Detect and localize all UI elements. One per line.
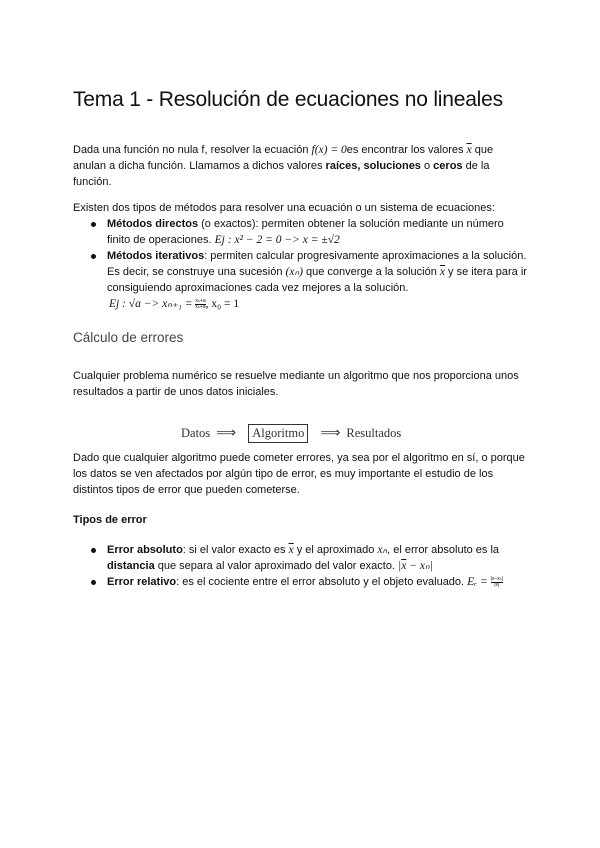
example-formula: Ej : √a −> xₙ₊₁ = — [109, 298, 196, 310]
methods-lead: Existen dos tipos de métodos para resolver una ecuación o un sistema de ecuaciones: — [73, 202, 495, 214]
paragraph-text: Cualquier problema numérico se resuelve mediante un algoritmo que nos proporciona unos resultados a partir de unos datos iniciales. — [73, 370, 519, 398]
intro-text: Dada una función no nula f, resolver la ecuación — [73, 144, 312, 156]
formula-part: − xₙ| — [406, 560, 433, 572]
list-text: que separa al valor aproximado del valor exacto. — [154, 560, 399, 572]
example-formula: Ej : x² − 2 = 0 −> x = ±√2 — [214, 234, 340, 246]
sequence-symbol: (xₙ) — [285, 266, 303, 278]
list-text: : si el valor exacto es — [182, 544, 289, 556]
list-text: que converge a la solución — [302, 266, 440, 278]
list-text: , el error absoluto es la — [387, 544, 500, 556]
methods-section — [73, 200, 528, 312]
page-title: Tema 1 - Resolución de ecuaciones no lineales — [73, 88, 503, 111]
methods-list — [73, 216, 528, 312]
bold-term: Error absoluto — [107, 544, 183, 556]
error-types-list — [73, 542, 528, 590]
fraction-numerator: |x−xₙ| — [490, 575, 504, 582]
bullet-icon — [91, 548, 96, 553]
flow-output-label: Resultados — [346, 426, 402, 440]
list-item-relative-error — [73, 574, 528, 590]
section-heading: Cálculo de errores — [73, 330, 184, 345]
intro-text: de la función. — [73, 160, 490, 188]
x-bar-symbol: $\overline{x}$ — [466, 144, 472, 156]
equation-f: f(x) = 0 — [311, 144, 347, 156]
bullet-icon — [91, 580, 96, 585]
intro-text: que anulan a dicha función. Llamamos a dichos valores — [73, 144, 494, 172]
relative-error-fraction — [491, 577, 504, 588]
bold-term: Métodos iterativos — [107, 250, 205, 262]
formula-part: | — [398, 560, 402, 572]
example-initial-value: , x₀ = 1 — [205, 298, 240, 310]
subheading-error-types: Tipos de error — [73, 514, 147, 526]
list-text: (o exactos): permiten obtener la solución mediante un número finito de operaciones. — [107, 218, 504, 246]
list-text: : permiten calcular progresivamente aproximaciones a la solución. Es decir, se construye una sucesión — [107, 250, 527, 278]
x-bar-symbol: $\overline{x}$ — [288, 544, 294, 556]
list-text: : es el cociente entre el error absoluto y el objeto evaluado. — [176, 576, 468, 588]
algorithm-flow-diagram — [181, 424, 401, 443]
list-item-iterative — [73, 248, 528, 312]
list-item-direct — [73, 216, 528, 248]
bold-term: Métodos directos — [107, 218, 199, 230]
bold-term: raíces, soluciones — [325, 160, 421, 172]
fraction-numerator: xₙ+a — [195, 297, 206, 304]
error-types-section — [73, 542, 528, 590]
x-bar-symbol: $\overline{x}$ — [439, 266, 445, 278]
absolute-error-formula — [398, 560, 433, 572]
relative-error-lhs: Eᵣ = — [467, 576, 491, 588]
bold-term: distancia — [107, 560, 155, 572]
list-item-absolute-error — [73, 542, 528, 574]
intro-paragraph — [73, 142, 528, 190]
fraction-denominator: xₙ+a — [195, 303, 206, 310]
fraction-denominator: |x| — [494, 581, 500, 588]
list-text: y se itera para ir consiguiendo aproximaciones cada vez mejores a la solución. — [107, 266, 527, 294]
bullet-icon — [91, 254, 96, 259]
flow-algorithm-box: Algoritmo — [248, 424, 308, 443]
formula-part: $\overline{x}$ — [401, 560, 407, 572]
intro-text: es encontrar los valores — [346, 144, 467, 156]
implies-arrow-icon: ⟹ — [320, 426, 341, 441]
implies-arrow-icon: ⟹ — [216, 426, 237, 441]
intro-text: o — [420, 160, 434, 172]
list-text: y el aproximado — [293, 544, 378, 556]
flow-input-label: Datos — [181, 426, 211, 440]
bold-term: ceros — [433, 160, 463, 172]
errors-paragraph-1 — [73, 368, 528, 400]
bullet-icon — [91, 222, 96, 227]
iteration-fraction — [195, 299, 205, 310]
paragraph-text: Dado que cualquier algoritmo puede cometer errores, ya sea por el algoritmo en sí, o porque los datos se ven afectados por algún tipo de error, es muy importante el estudio de los distintos tipos de error que pueden cometerse. — [73, 452, 525, 496]
errors-paragraph-2 — [73, 450, 528, 498]
bold-term: Error relativo — [107, 576, 177, 588]
xn-symbol: xₙ — [377, 544, 388, 556]
